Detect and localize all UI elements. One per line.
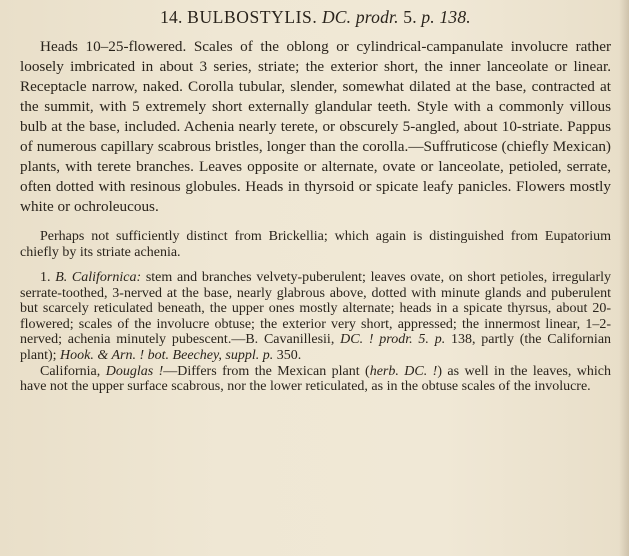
genus-heading — [20, 6, 611, 28]
genus-number: 14. — [160, 7, 183, 27]
citation-volume: 5. — [403, 7, 417, 27]
species-number: 1. — [40, 270, 51, 285]
genus-name: BULBOSTYLIS. — [187, 7, 318, 27]
locality-place: California, — [40, 363, 101, 379]
reference-prodromus: DC. ! prodr. 5. p. — [340, 332, 446, 348]
species-locality — [20, 364, 611, 395]
taxonomic-note: Perhaps not sufficiently distinct from Brickellia; which again is distinguished from Eupatorium chiefly by its striate achenia. — [20, 229, 611, 260]
citation-work: DC. prodr. — [321, 7, 399, 27]
genus-description: Heads 10–25-flowered. Scales of the oblong or cylindrical-campanulate involucre rather loosely imbricated in about 3 series, striate; the exterior short, the inner lanceolate or linear. Receptacle narrow, naked. Corolla tubular, slender, somewhat dilated at the base, contracted at the summit, with 5 extremely short externally glandular teeth. Style with a commonly villous bulb at the base, included. Achenia nearly terete, or obscurely 5-angled, about 10-striate. Pappus of numerous capillary scabrous bristles, longer than the corolla.—Suffruticose (chiefly Mexican) plants, with terete branches. Leaves opposite or alternate, ovate or lanceolate, petioled, serrate, often dotted with resinous globules. Heads in thyrsoid or spicate leafy panicles. Flowers mostly white or ochroleucous. — [20, 38, 611, 215]
species-description: stem and branches velvety-puberulent; leaves ovate, on short petioles, irregularly serrate-toothed, 3-nerved at the base, nearly glabrous above, dotted with minute glands and puberulent but scarcely reticulated beneath, the upper ones mostly alternate; heads in a spicate thyrsus, about 20-flowered; scales of the involucre obtuse; the exterior very short, appressed; the innermost linear, 1–2-nerved; achenia minutely pubescent.—B. Cavanillesii, — [20, 270, 611, 348]
locality-herbarium: herb. DC. ! — [369, 363, 438, 379]
locality-collector: Douglas ! — [105, 363, 164, 379]
species-name: B. Californica: — [55, 270, 142, 285]
locality-text-a: —Differs from the Mexican plant ( — [163, 363, 370, 379]
citation-page: p. 138. — [421, 7, 471, 27]
species-entry — [20, 270, 611, 364]
reference-prodromus-detail: 138, partly (the Californian plant); — [20, 332, 612, 363]
reference-beechey: Hook. & Arn. ! bot. Beechey, suppl. p. — [60, 347, 274, 363]
reference-beechey-page: 350. — [276, 347, 302, 363]
page-edge-shadow — [619, 0, 629, 556]
locality-text-b: ) as well in the leaves, which have not the upper surface scabrous, nor the lower reticulated, as in the obtuse scales of the involucre. — [20, 363, 611, 395]
